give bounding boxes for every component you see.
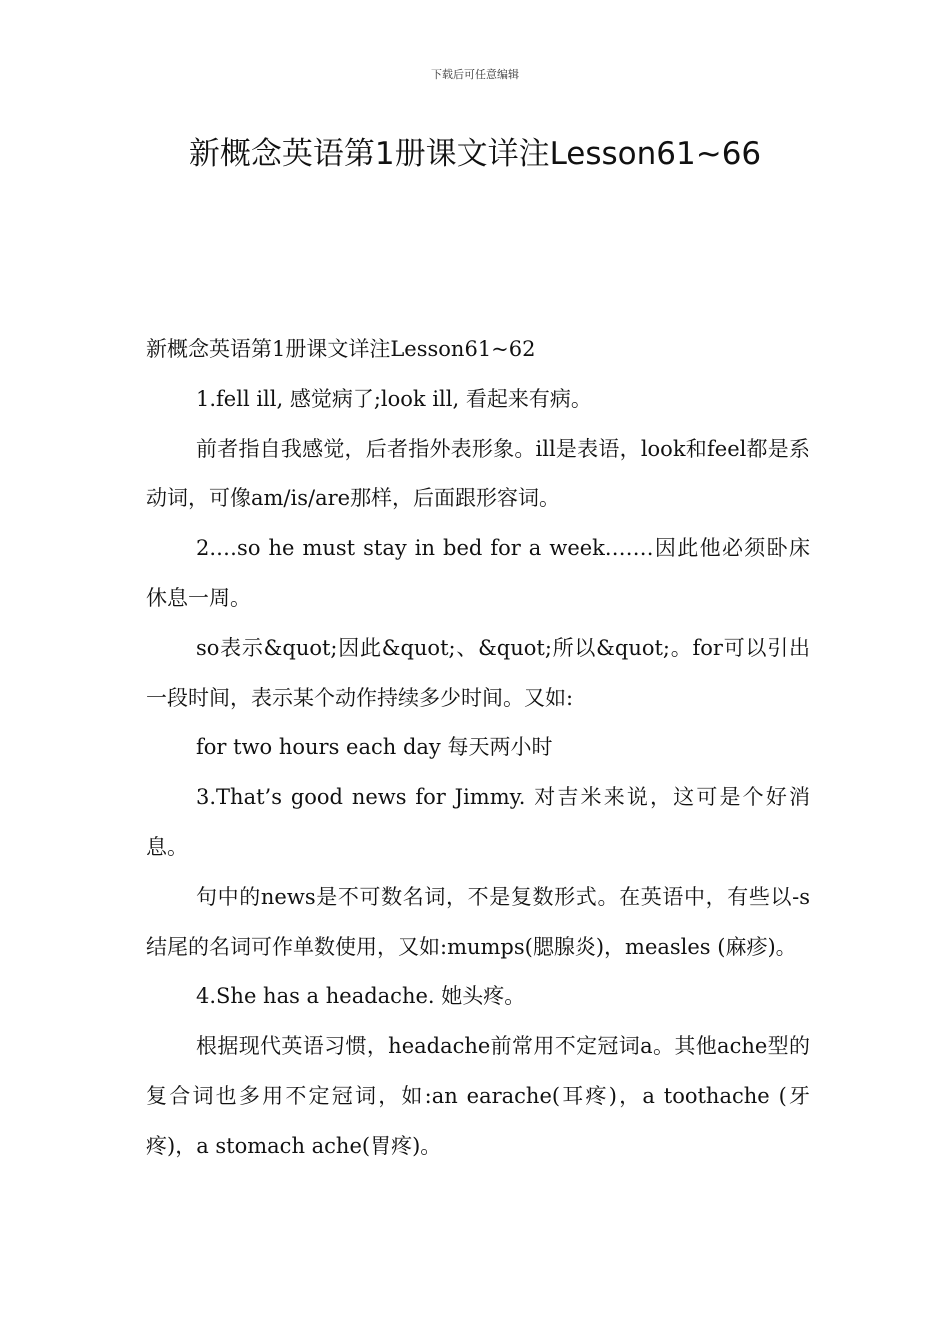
paragraph: 句中的news是不可数名词，不是复数形式。在英语中，有些以-s 结尾的名词可作单数使用，又如:mumps(腮腺炎)，measles (麻疹)。 xyxy=(146,884,810,959)
header-note: 下载后可任意编辑 xyxy=(431,68,519,81)
paragraph: 根据现代英语习惯，headache前常用不定冠词a。其他ache型的复合词也多用不定冠词，如:an earache(耳疼)，a toothache (牙疼)，a stomach ache(胃疼)。 xyxy=(146,1034,810,1158)
document-body xyxy=(146,325,810,1172)
paragraph: 4.She has a headache. 她头疼。 xyxy=(196,984,526,1009)
paragraph: for two hours each day 每天两小时 xyxy=(196,735,553,760)
paragraph: 2.…so he must stay in bed for a week.……因此他必须卧床休息一周。 xyxy=(146,536,810,610)
section-heading: 新概念英语第1册课文详注Lesson61~62 xyxy=(146,337,536,361)
paragraph: so表示&quot;因此&quot;、&quot;所以&quot;。for可以引出一段时间，表示某个动作持续多少时间。又如: xyxy=(146,635,810,710)
paragraph: 前者指自我感觉，后者指外表形象。ill是表语，look和feel都是系动词，可像am/is/are那样，后面跟形容词。 xyxy=(146,436,810,511)
document-title: 新概念英语第1册课文详注Lesson61~66 xyxy=(188,136,762,172)
paragraph: 3.That’s good news for Jimmy. 对吉米来说，这可是个好消息。 xyxy=(146,785,810,859)
paragraph: 1.fell ill, 感觉病了;look ill, 看起来有病。 xyxy=(196,386,592,411)
